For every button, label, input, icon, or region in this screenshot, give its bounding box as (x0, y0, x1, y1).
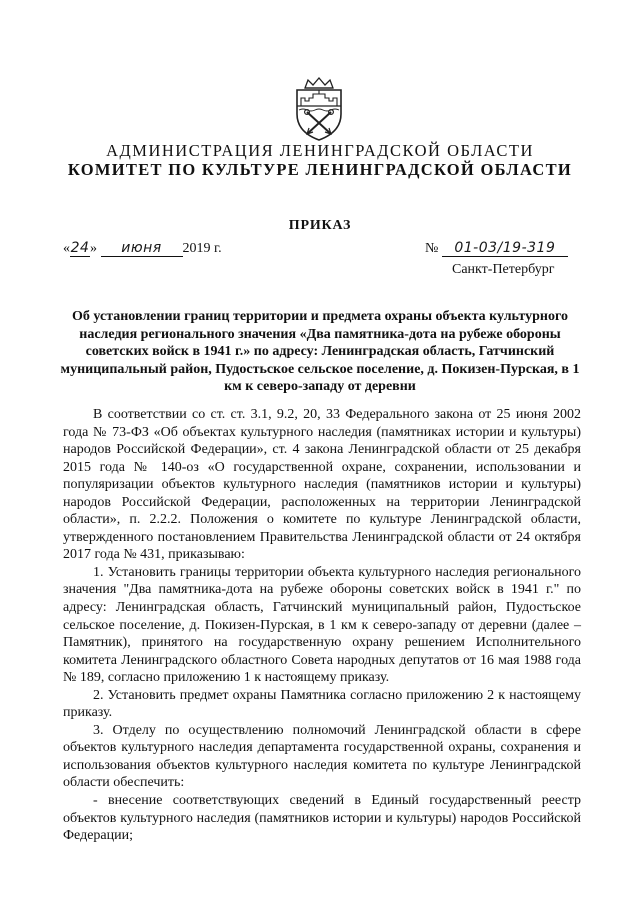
document-number (425, 241, 568, 257)
document-type-heading: ПРИКАЗ (288, 218, 352, 233)
preamble-paragraph: В соответствии со ст. ст. 3.1, 9.2, 20, 33 Федерального закона от 25 июня 2002 года № 73-ФЗ «Об объектах культурного наследия (памятниках истории и культуры) народов Российской Федерации», ст. 4 закона Ленинградской области от 25 декабря 2015 года № 140-оз «О государственной охране, сохранении, использовании и популяризации объектов культурного наследия (памятников истории и культуры) народов Российской Федерации, расположенных на территории Ленинградской области», п. 2.2.2. Положения о комитете по культуре Ленинградской области, утвержденного постановлением Правительства Ленинградской области от 24 октября 2017 года № 431, приказываю: (63, 407, 581, 563)
order-item-1: 1. Установить границы территории объекта культурного наследия регионального значения "Два памятника-дота на рубеже обороны советских войск в 1941 г." по адресу: Ленинградская область, Гатчинский муниципальный район, Пудостьское сельское поселение, д. Покизен-Пурская, в 1 км к северо-западу от деревни (далее – Памятник), принятого на государственную охрану решением Исполнительного комитета Ленинградского областного Совета народных депутатов от 16 мая 1988 года № 189, согласно приложению 1 к настоящему приказу. (63, 564, 581, 686)
coat-of-arms-icon (291, 76, 347, 142)
document-title: Об установлении границ территории и предмета охраны объекта культурного наследия регионального значения «Два памятника-дота на рубеже обороны советских войск в 1941 г.» по адресу: Ленинградская область, Гатчинский муниципальный район, Пудостьское сельское поселение, д. Покизен-Пурская, в 1 км к северо-западу от деревни (60, 309, 580, 395)
document-body (63, 406, 581, 845)
document-date (63, 241, 222, 257)
order-item-3-subitem-1: - внесение соответствующих сведений в Единый государственный реестр объектов культурного наследия (памятников истории и культуры) народов Российской Федерации; (63, 793, 581, 844)
date-quote-close: » (90, 241, 97, 256)
order-item-3: 3. Отделу по осуществлению полномочий Ленинградской области в сфере объектов культурного наследия департамента государственной охраны, сохранения и использования объектов культурного наследия комитета по культуре Ленинградской области обеспечить: (63, 722, 581, 791)
number-value: 01-03/19-319 (442, 241, 568, 257)
organization-name-line2: КОМИТЕТ ПО КУЛЬТУРЕ ЛЕНИНГРАДСКОЙ ОБЛАСТИ (67, 160, 573, 179)
date-month: июня (101, 241, 183, 257)
order-item-2: 2. Установить предмет охраны Памятника согласно приложению 2 к настоящему приказу. (63, 687, 581, 721)
date-quote-open: « (63, 241, 70, 256)
date-day: 24 (70, 240, 90, 256)
date-year: 2019 г. (182, 241, 222, 256)
organization-name-line1: АДМИНИСТРАЦИЯ ЛЕНИНГРАДСКОЙ ОБЛАСТИ (106, 141, 534, 160)
document-city: Санкт-Петербург (452, 262, 555, 277)
number-prefix: № (425, 241, 439, 256)
